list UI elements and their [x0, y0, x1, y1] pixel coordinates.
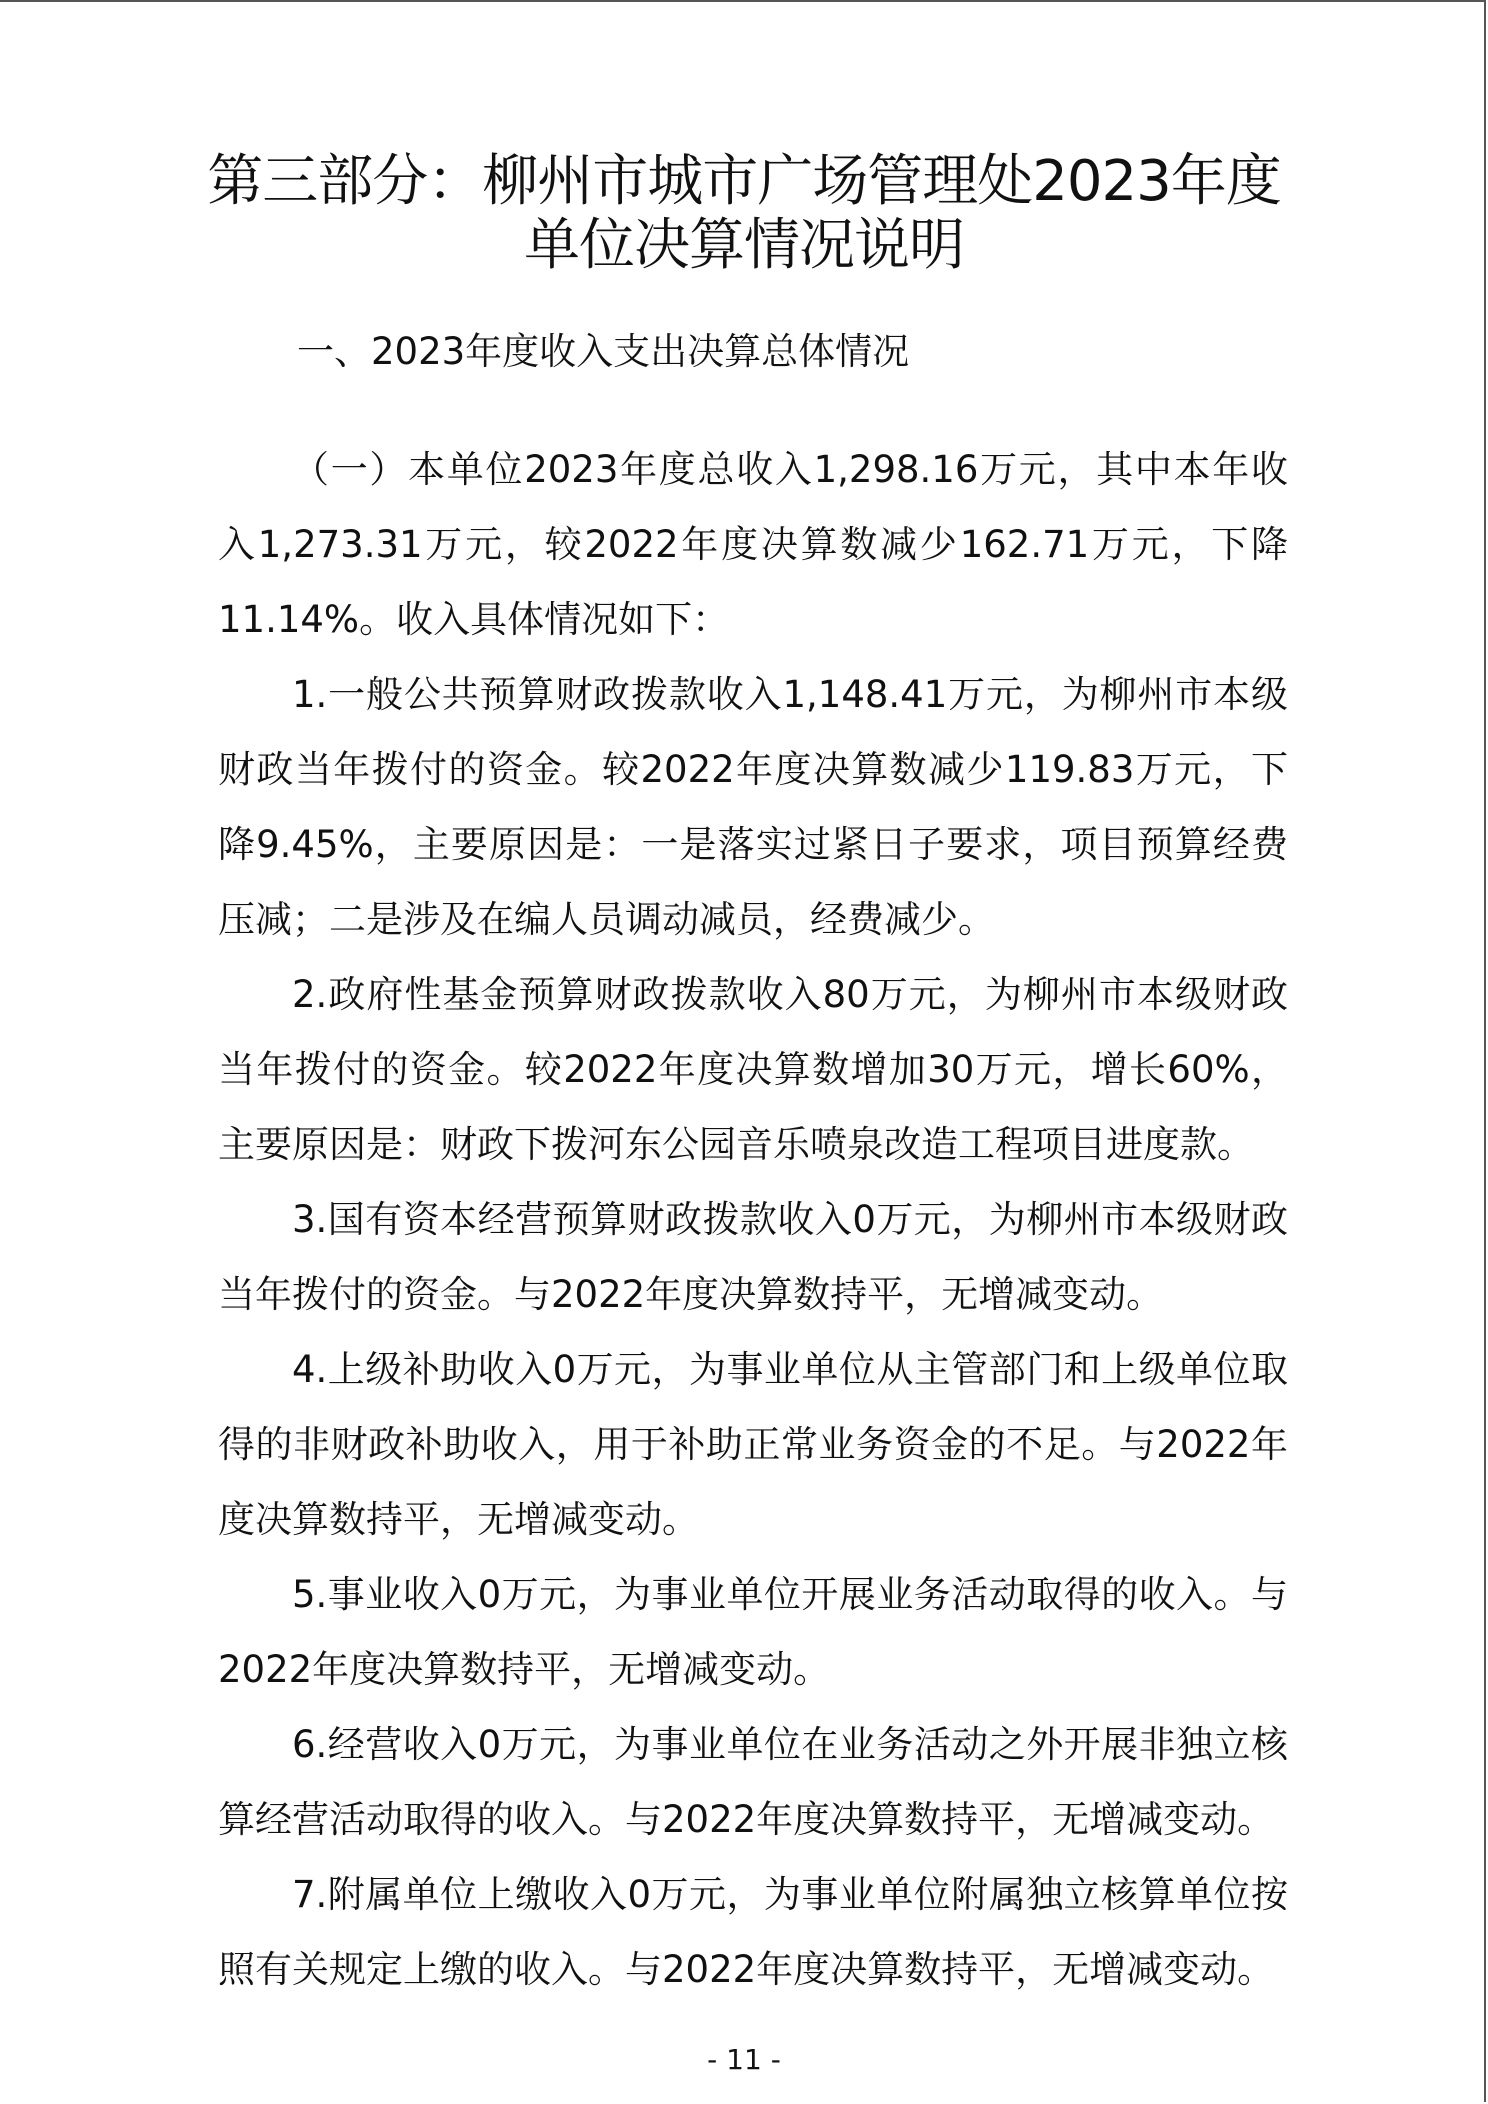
- paragraph-item-4: 4.上级补助收入0万元，为事业单位从主管部门和上级单位取得的非财政补助收入，用于补助正常业务资金的不足。与2022年度决算数持平，无增减变动。: [218, 1348, 1288, 1541]
- section-heading: 一、2023年度收入支出决算总体情况: [297, 330, 910, 373]
- paragraph-item-5: 5.事业收入0万元，为事业单位开展业务活动取得的收入。与2022年度决算数持平，无增减变动。: [218, 1573, 1288, 1691]
- paragraph-item-3: 3.国有资本经营预算财政拨款收入0万元，为柳州市本级财政当年拨付的资金。与2022年度决算数持平，无增减变动。: [218, 1198, 1288, 1316]
- paragraph-item-2: 2.政府性基金预算财政拨款收入80万元，为柳州市本级财政当年拨付的资金。较2022年度决算数增加30万元，增长60%，主要原因是：财政下拨河东公园音乐喷泉改造工程项目进度款。: [218, 973, 1288, 1166]
- paragraph-item-7: 7.附属单位上缴收入0万元，为事业单位附属独立核算单位按照有关规定上缴的收入。与2022年度决算数持平，无增减变动。: [218, 1873, 1288, 1991]
- paragraph-item-6: 6.经营收入0万元，为事业单位在业务活动之外开展非独立核算经营活动取得的收入。与2022年度决算数持平，无增减变动。: [218, 1723, 1288, 1841]
- paragraph-summary: （一）本单位2023年度总收入1,298.16万元，其中本年收入1,273.31万元，较2022年度决算数减少162.71万元，下降11.14%。收入具体情况如下：: [218, 448, 1288, 641]
- page-title-line-2: 单位决算情况说明: [524, 213, 964, 278]
- body-text-block: [218, 432, 1288, 2007]
- page-number: - 11 -: [707, 2043, 781, 2076]
- page-title-line-1: 第三部分：柳州市城市广场管理处2023年度: [207, 149, 1281, 214]
- paragraph-item-1: 1.一般公共预算财政拨款收入1,148.41万元，为柳州市本级财政当年拨付的资金。较2022年度决算数减少119.83万元，下降9.45%，主要原因是：一是落实过紧日子要求，项目预算经费压减；二是涉及在编人员调动减员，经费减少。: [218, 673, 1288, 941]
